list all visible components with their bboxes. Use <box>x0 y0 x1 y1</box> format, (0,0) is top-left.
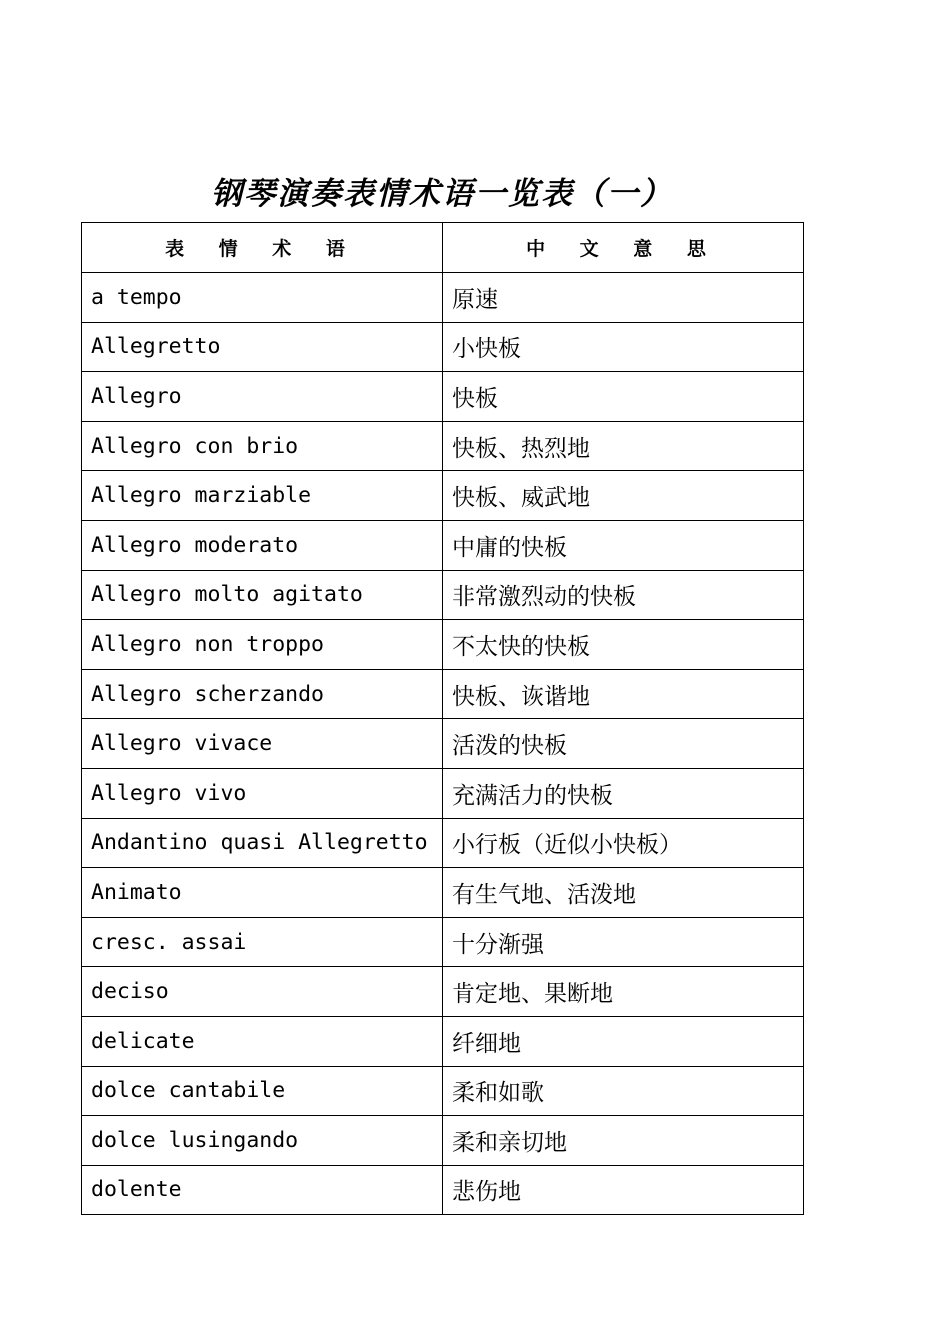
term-cell: Allegro non troppo <box>82 620 443 670</box>
meaning-cell: 小行板（近似小快板） <box>443 818 804 868</box>
meaning-cell: 有生气地、活泼地 <box>443 868 804 918</box>
table-header-row <box>82 223 804 273</box>
meaning-cell: 柔和亲切地 <box>443 1116 804 1166</box>
table-row <box>82 967 804 1017</box>
table-row <box>82 868 804 918</box>
terms-table <box>81 222 804 1215</box>
term-cell: deciso <box>82 967 443 1017</box>
meaning-cell: 活泼的快板 <box>443 719 804 769</box>
meaning-cell: 不太快的快板 <box>443 620 804 670</box>
table-row <box>82 818 804 868</box>
meaning-cell: 十分渐强 <box>443 917 804 967</box>
term-cell: dolente <box>82 1165 443 1215</box>
table-row <box>82 669 804 719</box>
table-row <box>82 372 804 422</box>
table-row <box>82 719 804 769</box>
meaning-cell: 充满活力的快板 <box>443 768 804 818</box>
term-cell: Allegro molto agitato <box>82 570 443 620</box>
table-row <box>82 917 804 967</box>
term-cell: dolce cantabile <box>82 1066 443 1116</box>
header-meaning: 中 文 意 思 <box>443 223 804 273</box>
table-row <box>82 620 804 670</box>
term-cell: Allegro marziable <box>82 471 443 521</box>
term-cell: Allegretto <box>82 322 443 372</box>
meaning-cell: 非常激烈动的快板 <box>443 570 804 620</box>
term-cell: dolce lusingando <box>82 1116 443 1166</box>
table-row <box>82 471 804 521</box>
term-cell: delicate <box>82 1016 443 1066</box>
table-row <box>82 1066 804 1116</box>
term-cell: cresc. assai <box>82 917 443 967</box>
header-term: 表 情 术 语 <box>82 223 443 273</box>
term-cell: Allegro scherzando <box>82 669 443 719</box>
table-row <box>82 1165 804 1215</box>
term-cell: Animato <box>82 868 443 918</box>
table-row <box>82 520 804 570</box>
table-row <box>82 1116 804 1166</box>
meaning-cell: 快板、威武地 <box>443 471 804 521</box>
term-cell: Andantino quasi Allegretto <box>82 818 443 868</box>
meaning-cell: 小快板 <box>443 322 804 372</box>
meaning-cell: 快板、诙谐地 <box>443 669 804 719</box>
meaning-cell: 快板、热烈地 <box>443 421 804 471</box>
term-cell: Allegro con brio <box>82 421 443 471</box>
meaning-cell: 柔和如歌 <box>443 1066 804 1116</box>
term-cell: Allegro vivace <box>82 719 443 769</box>
table-row <box>82 421 804 471</box>
meaning-cell: 快板 <box>443 372 804 422</box>
term-cell: a tempo <box>82 273 443 323</box>
meaning-cell: 肯定地、果断地 <box>443 967 804 1017</box>
table-row <box>82 768 804 818</box>
table-row <box>82 273 804 323</box>
page-title: 钢琴演奏表情术语一览表（一） <box>211 176 673 212</box>
meaning-cell: 悲伤地 <box>443 1165 804 1215</box>
meaning-cell: 原速 <box>443 273 804 323</box>
table-row <box>82 1016 804 1066</box>
table-row <box>82 570 804 620</box>
table-row <box>82 322 804 372</box>
term-cell: Allegro vivo <box>82 768 443 818</box>
term-cell: Allegro <box>82 372 443 422</box>
term-cell: Allegro moderato <box>82 520 443 570</box>
meaning-cell: 纤细地 <box>443 1016 804 1066</box>
meaning-cell: 中庸的快板 <box>443 520 804 570</box>
